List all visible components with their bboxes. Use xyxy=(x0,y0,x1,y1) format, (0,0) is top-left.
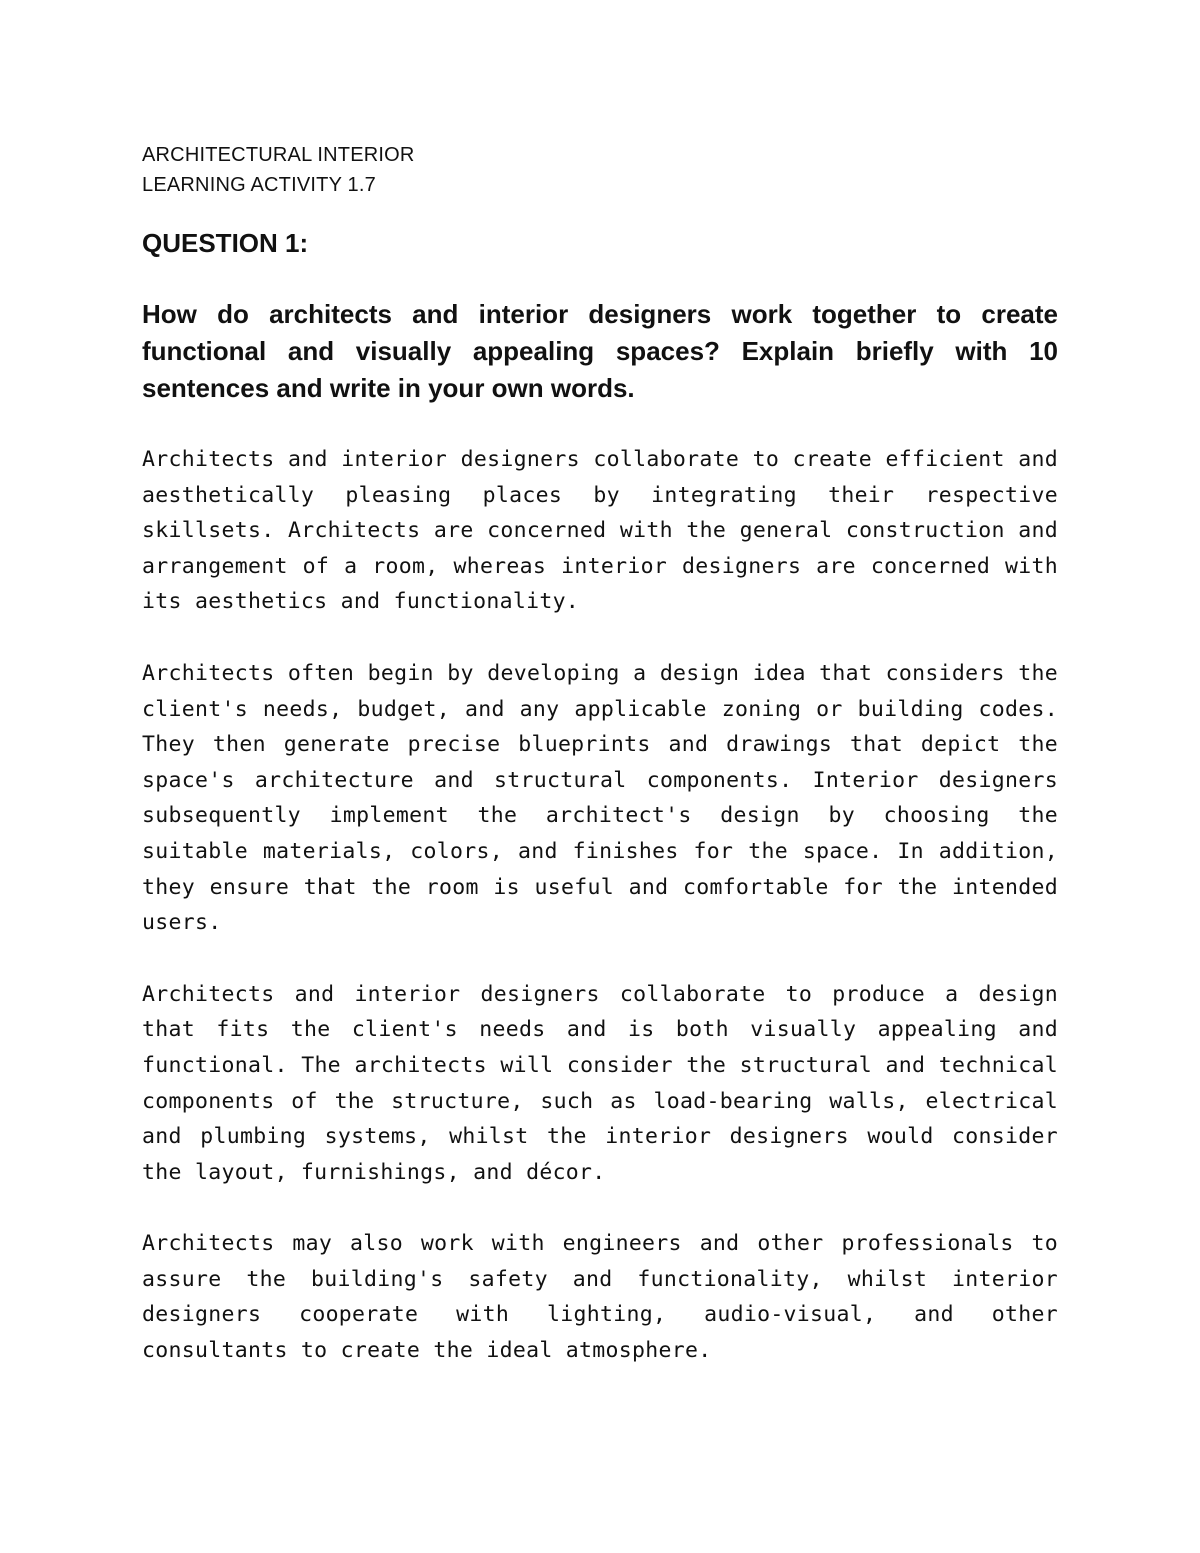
question-text: How do architects and interior designers work together to create functional and visually appealing spaces? Explain briefly with 10 sentences and write in your own words. xyxy=(142,299,1058,403)
activity-title: LEARNING ACTIVITY 1.7 xyxy=(142,174,376,196)
answer-paragraph-2: Architects often begin by developing a design idea that considers the client's needs, budget, and any applicable zoning or building codes. They then generate precise blueprints and drawings that depict the space's architecture and structural components. Interior designers subsequently implement the architect's design by choosing the suitable materials, colors, and finishes for the space. In addition, they ensure that the room is useful and comfortable for the intended users. xyxy=(142,660,1058,936)
question-label: QUESTION 1: xyxy=(142,228,309,258)
answer-body xyxy=(142,442,1058,1369)
document-page xyxy=(142,140,1058,1405)
answer-paragraph-4: Architects may also work with engineers and other professionals to assure the building's safety and functionality, whilst interior designers cooperate with lighting, audio-visual, and other consultants to create the ideal atmosphere. xyxy=(142,1231,1058,1364)
answer-paragraph-3: Architects and interior designers collaborate to produce a design that fits the client's needs and is both visually appealing and functional. The architects will consider the structural and technical components of the structure, such as load-bearing walls, electrical and plumbing systems, whilst the interior designers would consider the layout, furnishings, and décor. xyxy=(142,981,1058,1185)
answer-paragraph-1: Architects and interior designers collaborate to create efficient and aesthetically pleasing places by integrating their respective skillsets. Architects are concerned with the general construction and arrangement of a room, whereas interior designers are concerned with its aesthetics and functionality. xyxy=(142,447,1058,615)
subject-title: ARCHITECTURAL INTERIOR xyxy=(142,144,415,166)
